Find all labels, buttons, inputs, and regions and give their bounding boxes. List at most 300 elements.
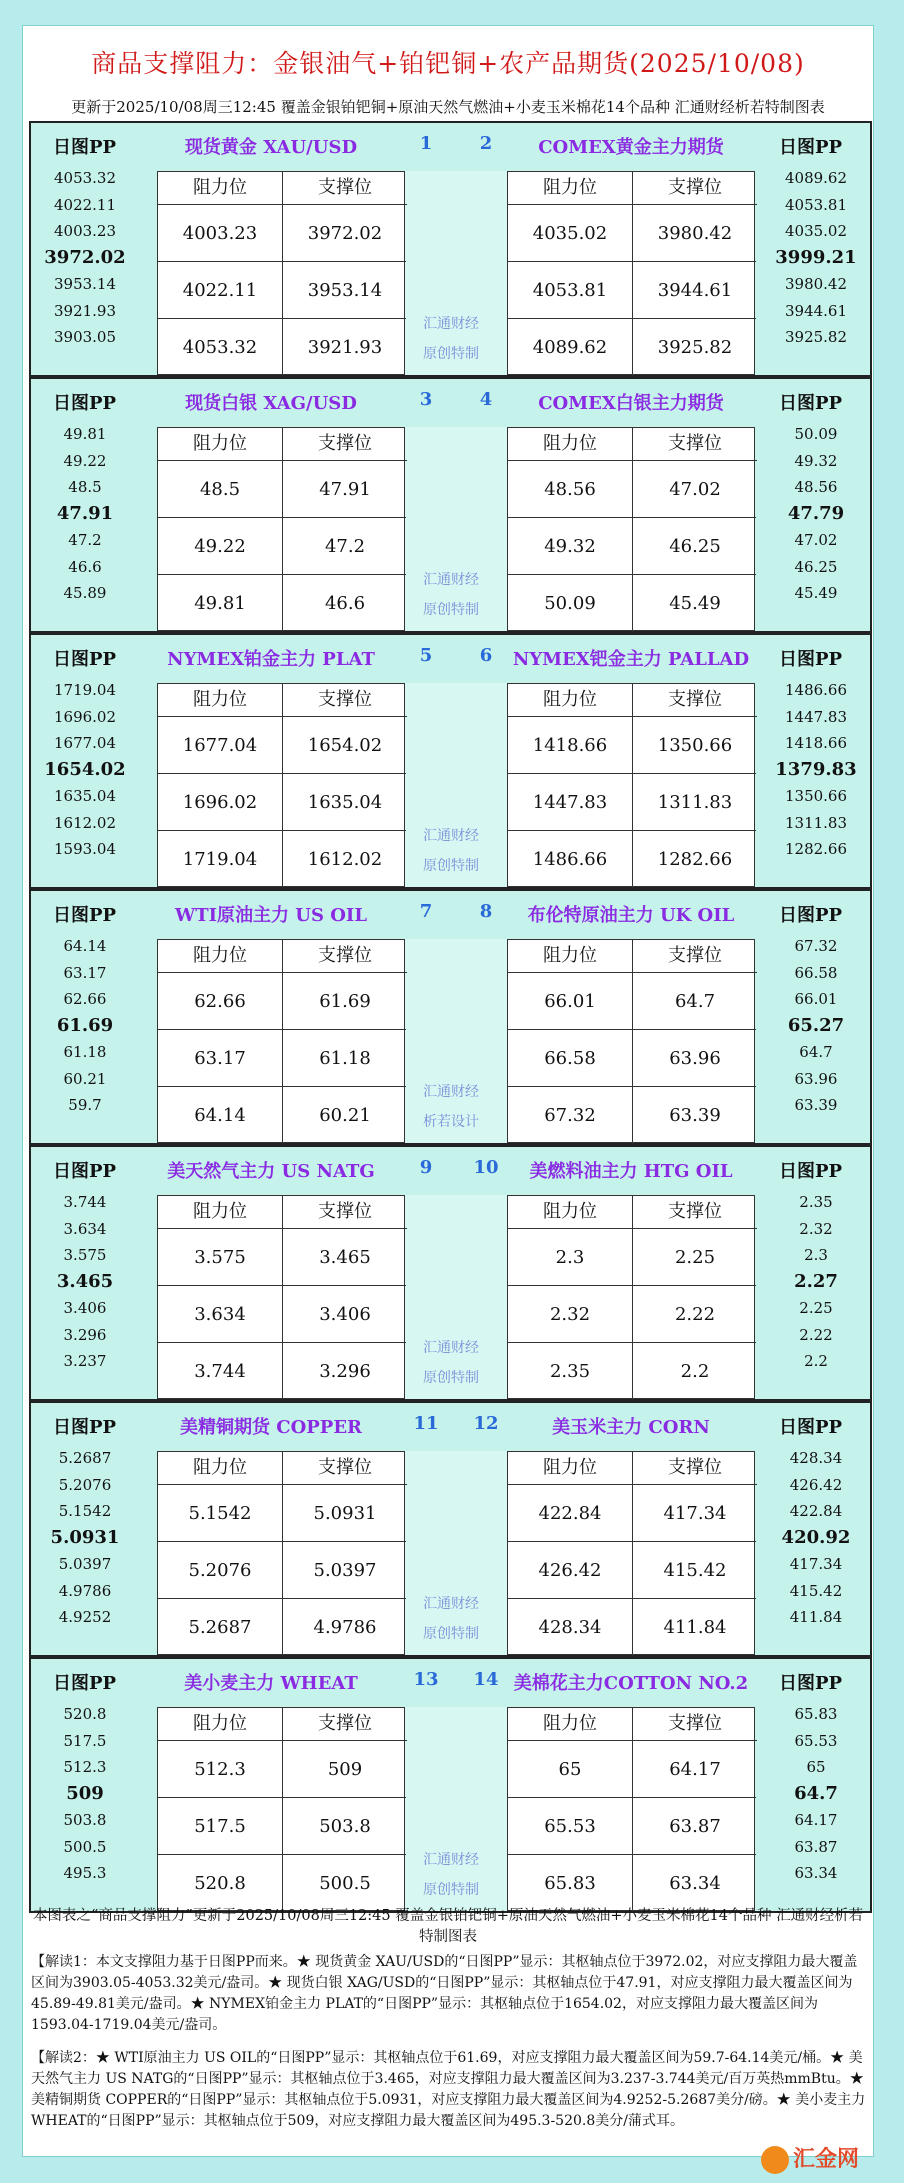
watermark <box>406 1589 496 1649</box>
left-pp-value: 3.406 <box>63 1299 107 1317</box>
right-resistance-value: 66.01 <box>544 991 596 1012</box>
left-commodity-name: 现货白银 XAG/USD <box>185 393 357 414</box>
left-pp-value: 4.9786 <box>58 1581 112 1600</box>
commodity-panel <box>29 633 872 889</box>
left-pp-value: 512.3 <box>63 1758 107 1776</box>
right-resistance-value: 67.32 <box>544 1105 596 1126</box>
right-levels-table <box>507 427 755 631</box>
right-resistance-value: 2.3 <box>555 1247 585 1268</box>
left-pp-value: 5.2076 <box>58 1475 112 1494</box>
note-2: 【解读2：★ WTI原油主力 US OIL的“日图PP”显示：其枢轴点位于61.69，对应支撑阻力最大覆盖区间为59.7-64.14美元/桶。★ 美天然气主力 US NATG的“日图PP”显示：其枢轴点位于3.465，对应支撑阻力最大覆盖区间为3.237-3.744美元/百万英热mmBtu。★ 美精铜期货 COPPER的“日图PP”显示：其枢轴点位于5.0931，对应支撑阻力最大覆盖区间为4.9252-5.2687美分/磅。★ 美小麦主力 WHEAT的“日图PP”显示：其枢轴点位于509，对应支撑阻力最大覆盖区间为495.3-520.8美分/蒲式耳。 <box>31 2050 866 2129</box>
right-commodity-name: 美棉花主力COTTON NO.2 <box>513 1673 749 1694</box>
left-pivot-value: 3.465 <box>56 1270 114 1292</box>
left-resistance-value: 3.634 <box>194 1304 246 1325</box>
chart-page <box>22 25 874 2172</box>
left-pp-value: 3.634 <box>63 1219 107 1238</box>
watermark-line: 汇通财经 <box>423 1340 479 1356</box>
left-panel-number: 7 <box>419 901 433 922</box>
left-support-value: 4.9786 <box>282 1599 407 1656</box>
left-pp-value: 1719.04 <box>53 681 117 699</box>
left-resistance-value: 512.3 <box>194 1759 246 1780</box>
right-support-value: 3925.82 <box>632 319 757 376</box>
left-support-value: 1612.02 <box>282 831 407 888</box>
right-pp-value: 2.35 <box>799 1193 833 1211</box>
right-resistance-value: 426.42 <box>538 1560 602 1581</box>
left-resistance-header: 阻力位 <box>158 172 282 205</box>
right-pp-value: 1311.83 <box>784 813 848 832</box>
right-pp-value: 3925.82 <box>784 328 848 346</box>
left-support-header: 支撑位 <box>282 428 407 461</box>
left-pp-value: 62.66 <box>63 990 107 1008</box>
right-support-header: 支撑位 <box>632 1708 757 1741</box>
right-support-value: 47.02 <box>632 461 757 518</box>
left-pp-column <box>35 933 135 1119</box>
table-row <box>508 318 756 376</box>
watermark-line: 汇通财经 <box>423 572 479 588</box>
table-row <box>158 773 406 831</box>
right-panel-number: 4 <box>479 389 493 410</box>
right-support-header: 支撑位 <box>632 1452 757 1485</box>
left-pp-column <box>35 165 135 351</box>
right-support-header: 支撑位 <box>632 428 757 461</box>
right-support-value: 2.2 <box>632 1343 757 1400</box>
right-commodity-name: 布伦特原油主力 UK OIL <box>527 905 735 926</box>
left-support-value: 3.406 <box>282 1286 407 1343</box>
commodity-panel <box>29 1145 872 1401</box>
table-row <box>158 716 406 774</box>
right-pp-value: 1282.66 <box>784 840 848 858</box>
watermark <box>406 1077 496 1137</box>
left-pp-column <box>35 1189 135 1375</box>
right-resistance-value: 65.83 <box>544 1873 596 1894</box>
left-resistance-value: 5.2687 <box>188 1617 252 1638</box>
right-commodity-name: COMEX黄金主力期货 <box>538 137 724 158</box>
watermark-line: 汇通财经 <box>423 828 479 844</box>
right-pp-value: 2.3 <box>804 1246 828 1264</box>
right-daily-pp-label: 日图PP <box>779 1161 843 1182</box>
table-row <box>508 517 756 575</box>
table-row <box>508 1484 756 1542</box>
right-support-value: 63.34 <box>632 1855 757 1912</box>
left-pp-column <box>35 1445 135 1631</box>
right-pp-value: 1350.66 <box>784 787 848 805</box>
left-support-value: 5.0931 <box>282 1485 407 1542</box>
left-pp-value: 4053.32 <box>53 169 117 187</box>
right-pp-value: 415.42 <box>789 1581 843 1600</box>
left-resistance-value: 5.1542 <box>188 1503 252 1524</box>
left-daily-pp-label: 日图PP <box>53 137 117 158</box>
right-resistance-value: 2.35 <box>549 1361 591 1382</box>
left-resistance-value: 3.575 <box>194 1247 246 1268</box>
right-daily-pp-label: 日图PP <box>779 1673 843 1694</box>
table-row <box>508 204 756 262</box>
left-support-header: 支撑位 <box>282 684 407 717</box>
right-pp-value: 65.53 <box>794 1731 838 1750</box>
left-pp-value: 5.0397 <box>58 1555 112 1573</box>
right-daily-pp-label: 日图PP <box>779 905 843 926</box>
left-commodity-name: 美小麦主力 WHEAT <box>184 1673 358 1694</box>
left-pp-value: 60.21 <box>63 1069 107 1088</box>
right-pp-column <box>766 165 866 351</box>
left-support-value: 1635.04 <box>282 774 407 831</box>
left-commodity-name: NYMEX铂金主力 PLAT <box>167 649 375 670</box>
commodity-panel <box>29 121 872 377</box>
left-support-value: 3.296 <box>282 1343 407 1400</box>
right-pp-value: 428.34 <box>789 1449 843 1467</box>
right-pivot-value: 65.27 <box>787 1014 845 1036</box>
right-resistance-value: 1486.66 <box>532 849 608 870</box>
left-pp-column <box>35 1701 135 1887</box>
left-panel-number: 11 <box>413 1413 439 1434</box>
table-row <box>508 830 756 888</box>
left-support-value: 47.91 <box>282 461 407 518</box>
left-resistance-value: 4003.23 <box>182 223 258 244</box>
table-row <box>508 261 756 319</box>
right-pp-value: 64.17 <box>794 1811 838 1829</box>
left-resistance-value: 4053.32 <box>182 337 258 358</box>
table-row <box>158 1598 406 1656</box>
right-pp-value: 63.96 <box>794 1069 838 1088</box>
right-daily-pp-label: 日图PP <box>779 393 843 414</box>
right-panel-number: 12 <box>473 1413 499 1434</box>
left-resistance-header: 阻力位 <box>158 1708 282 1741</box>
left-pp-value: 495.3 <box>63 1864 107 1882</box>
left-daily-pp-label: 日图PP <box>53 905 117 926</box>
table-row <box>508 1029 756 1087</box>
right-support-value: 1311.83 <box>632 774 757 831</box>
right-support-value: 1350.66 <box>632 717 757 774</box>
table-row <box>158 1484 406 1542</box>
left-pp-column <box>35 677 135 863</box>
left-daily-pp-label: 日图PP <box>53 393 117 414</box>
page-subtitle: 更新于2025/10/08周三12:45 覆盖金银铂钯铜+原油天然气燃油+小麦玉米棉花14个品种 汇通财经析若特制图表 <box>71 98 825 116</box>
left-commodity-name: WTI原油主力 US OIL <box>174 905 367 926</box>
right-support-header: 支撑位 <box>632 172 757 205</box>
left-panel-number: 5 <box>419 645 433 666</box>
left-resistance-header: 阻力位 <box>158 1196 282 1229</box>
right-support-value: 64.7 <box>632 973 757 1030</box>
left-pp-value: 1593.04 <box>53 840 117 858</box>
table-row <box>508 1086 756 1144</box>
right-commodity-name: 美玉米主力 CORN <box>552 1417 710 1438</box>
left-daily-pp-label: 日图PP <box>53 1161 117 1182</box>
right-levels-table <box>507 1195 755 1399</box>
left-resistance-value: 1677.04 <box>182 735 258 756</box>
table-row <box>508 1854 756 1912</box>
right-support-value: 415.42 <box>632 1542 757 1599</box>
right-support-value: 64.17 <box>632 1741 757 1798</box>
right-pp-column <box>766 421 866 607</box>
left-resistance-value: 49.22 <box>194 536 246 557</box>
right-pp-column <box>766 1445 866 1631</box>
left-daily-pp-label: 日图PP <box>53 1417 117 1438</box>
left-pp-value: 4.9252 <box>58 1608 112 1626</box>
left-support-value: 509 <box>282 1741 407 1798</box>
left-support-value: 3972.02 <box>282 205 407 262</box>
right-support-value: 3944.61 <box>632 262 757 319</box>
left-support-header: 支撑位 <box>282 1452 407 1485</box>
right-resistance-value: 4053.81 <box>532 280 608 301</box>
table-row <box>158 261 406 319</box>
table-row <box>158 1086 406 1144</box>
right-support-value: 2.25 <box>632 1229 757 1286</box>
right-resistance-header: 阻力位 <box>508 1708 632 1741</box>
right-panel-number: 6 <box>479 645 493 666</box>
right-commodity-name: 美燃料油主力 HTG OIL <box>529 1161 733 1182</box>
watermark-line: 汇通财经 <box>423 1596 479 1612</box>
left-pp-value: 3.744 <box>63 1193 107 1211</box>
left-resistance-value: 517.5 <box>194 1816 246 1837</box>
right-resistance-header: 阻力位 <box>508 1452 632 1485</box>
table-row <box>508 716 756 774</box>
left-support-value: 3921.93 <box>282 319 407 376</box>
left-pp-value: 3921.93 <box>53 301 117 320</box>
left-pp-value: 4022.11 <box>53 195 117 214</box>
right-levels-table <box>507 683 755 887</box>
commodity-panel <box>29 1657 872 1913</box>
right-resistance-header: 阻力位 <box>508 1196 632 1229</box>
left-resistance-header: 阻力位 <box>158 428 282 461</box>
left-pp-value: 1635.04 <box>53 787 117 805</box>
left-support-value: 61.69 <box>282 973 407 1030</box>
table-row <box>158 318 406 376</box>
right-levels-table <box>507 1451 755 1655</box>
commodity-panel <box>29 1401 872 1657</box>
left-panel-number: 13 <box>413 1669 439 1690</box>
right-resistance-value: 422.84 <box>538 1503 602 1524</box>
left-panel-number: 1 <box>419 133 433 154</box>
left-resistance-value: 48.5 <box>199 479 241 500</box>
right-pivot-value: 1379.83 <box>775 758 857 780</box>
table-row <box>508 1342 756 1400</box>
right-resistance-header: 阻力位 <box>508 684 632 717</box>
right-pivot-value: 3999.21 <box>775 246 857 268</box>
left-levels-table <box>157 683 405 887</box>
left-levels-table <box>157 171 405 375</box>
left-pp-column <box>35 421 135 607</box>
left-resistance-value: 3.744 <box>194 1361 246 1382</box>
right-levels-table <box>507 171 755 375</box>
left-commodity-name: 美精铜期货 COPPER <box>179 1417 363 1438</box>
left-pp-value: 500.5 <box>63 1837 107 1856</box>
left-pivot-value: 47.91 <box>56 502 114 524</box>
watermark-line: 汇通财经 <box>423 1084 479 1100</box>
left-resistance-value: 64.14 <box>194 1105 246 1126</box>
left-commodity-name: 美天然气主力 US NATG <box>167 1161 375 1182</box>
right-pp-value: 1418.66 <box>784 734 848 752</box>
left-pp-value: 3953.14 <box>53 275 117 293</box>
right-commodity-name: COMEX白银主力期货 <box>538 393 724 414</box>
right-pp-value: 1486.66 <box>784 681 848 699</box>
table-row <box>158 1228 406 1286</box>
right-pivot-value: 420.92 <box>781 1526 851 1548</box>
right-pp-value: 4035.02 <box>784 222 848 240</box>
left-pp-value: 47.2 <box>68 531 102 549</box>
right-pp-value: 2.2 <box>804 1352 828 1370</box>
right-support-value: 1282.66 <box>632 831 757 888</box>
right-pp-column <box>766 933 866 1119</box>
left-pp-value: 3903.05 <box>53 328 117 346</box>
right-resistance-value: 50.09 <box>544 593 596 614</box>
right-pp-value: 64.7 <box>799 1043 833 1061</box>
watermark-line: 原创特制 <box>423 858 479 874</box>
left-resistance-header: 阻力位 <box>158 684 282 717</box>
left-pp-value: 520.8 <box>63 1705 107 1723</box>
note-1: 【解读1：本文支撑阻力基于日图PP而来。★ 现货黄金 XAU/USD的“日图PP”显示：其枢轴点位于3972.02，对应支撑阻力最大覆盖区间为3903.05-4053.32美元/盎司。★ 现货白银 XAG/USD的“日图PP”显示：其枢轴点位于47.91，对应支撑阻力最大覆盖区间为45.89-49.81美元/盎司。★ NYMEX铂金主力 PLAT的“日图PP”显示：其枢轴点位于1654.02，对应支撑阻力最大覆盖区间为1593.04-1719.04美元/盎司。 <box>31 1954 858 2033</box>
left-pp-value: 3.237 <box>63 1352 107 1370</box>
right-support-value: 2.22 <box>632 1286 757 1343</box>
right-support-value: 63.96 <box>632 1030 757 1087</box>
watermark <box>406 1333 496 1393</box>
watermark-line: 汇通财经 <box>423 1852 479 1868</box>
left-pp-value: 1677.04 <box>53 734 117 752</box>
left-resistance-value: 4022.11 <box>182 280 258 301</box>
left-support-value: 500.5 <box>282 1855 407 1912</box>
left-panel-number: 9 <box>419 1157 433 1178</box>
watermark <box>406 1845 496 1905</box>
right-pp-value: 66.01 <box>794 990 838 1008</box>
right-resistance-value: 48.56 <box>544 479 596 500</box>
left-levels-table <box>157 1707 405 1911</box>
right-pp-value: 417.34 <box>789 1555 843 1573</box>
left-pp-value: 49.81 <box>63 425 107 443</box>
right-panel-number: 8 <box>479 901 493 922</box>
right-pp-value: 426.42 <box>789 1475 843 1494</box>
left-daily-pp-label: 日图PP <box>53 1673 117 1694</box>
table-row <box>158 972 406 1030</box>
table-row <box>158 1285 406 1343</box>
right-pivot-value: 2.27 <box>794 1270 838 1292</box>
right-resistance-header: 阻力位 <box>508 428 632 461</box>
left-pp-value: 4003.23 <box>53 222 117 240</box>
right-pp-column <box>766 1189 866 1375</box>
right-resistance-value: 4035.02 <box>532 223 608 244</box>
table-row <box>508 972 756 1030</box>
right-pp-value: 46.25 <box>794 557 838 576</box>
left-pivot-value: 61.69 <box>56 1014 114 1036</box>
right-support-header: 支撑位 <box>632 1196 757 1229</box>
table-row <box>158 1740 406 1798</box>
table-row <box>158 1854 406 1912</box>
left-support-value: 60.21 <box>282 1087 407 1144</box>
right-pp-value: 65 <box>806 1758 826 1776</box>
right-pp-value: 47.02 <box>794 531 838 549</box>
left-pp-value: 503.8 <box>63 1811 107 1829</box>
table-row <box>508 1285 756 1343</box>
watermark-line: 析若设计 <box>423 1114 479 1130</box>
right-resistance-value: 1447.83 <box>532 792 608 813</box>
right-pp-column <box>766 1701 866 1887</box>
left-resistance-value: 49.81 <box>194 593 246 614</box>
right-pp-value: 2.22 <box>799 1325 833 1344</box>
logo-text: 汇金网 <box>792 2147 859 2172</box>
left-resistance-value: 62.66 <box>194 991 246 1012</box>
table-row <box>508 1228 756 1286</box>
left-levels-table <box>157 427 405 631</box>
right-panel-number: 14 <box>473 1669 499 1690</box>
right-pp-value: 4089.62 <box>784 169 848 187</box>
right-support-value: 63.39 <box>632 1087 757 1144</box>
left-pp-value: 63.17 <box>63 963 107 982</box>
table-row <box>158 1541 406 1599</box>
left-support-value: 3953.14 <box>282 262 407 319</box>
left-pp-value: 1612.02 <box>53 813 117 832</box>
watermark-line: 汇通财经 <box>423 316 479 332</box>
right-support-value: 3980.42 <box>632 205 757 262</box>
right-pp-value: 1447.83 <box>784 707 848 726</box>
right-resistance-value: 65 <box>558 1759 582 1780</box>
right-resistance-value: 4089.62 <box>532 337 608 358</box>
commodity-panel <box>29 377 872 633</box>
right-pivot-value: 64.7 <box>794 1782 838 1804</box>
right-support-value: 411.84 <box>632 1599 757 1656</box>
left-pivot-value: 3972.02 <box>44 246 126 268</box>
left-resistance-header: 阻力位 <box>158 1452 282 1485</box>
right-pp-value: 63.39 <box>794 1096 838 1114</box>
left-levels-table <box>157 1195 405 1399</box>
left-support-value: 46.6 <box>282 575 407 632</box>
right-support-value: 45.49 <box>632 575 757 632</box>
right-pp-value: 48.56 <box>794 478 838 496</box>
left-pp-value: 49.22 <box>63 451 107 470</box>
table-row <box>508 460 756 518</box>
table-row <box>508 1598 756 1656</box>
right-support-value: 417.34 <box>632 1485 757 1542</box>
table-row <box>508 574 756 632</box>
left-support-value: 5.0397 <box>282 1542 407 1599</box>
right-pp-value: 67.32 <box>794 937 838 955</box>
left-pp-value: 5.1542 <box>58 1502 112 1520</box>
right-pp-value: 4053.81 <box>784 195 848 214</box>
logo-icon <box>761 2146 789 2174</box>
right-pp-value: 422.84 <box>789 1502 843 1520</box>
left-pivot-value: 1654.02 <box>44 758 126 780</box>
left-resistance-header: 阻力位 <box>158 940 282 973</box>
left-levels-table <box>157 939 405 1143</box>
right-pp-value: 3944.61 <box>784 301 848 320</box>
table-row <box>158 1342 406 1400</box>
right-resistance-header: 阻力位 <box>508 172 632 205</box>
watermark-line: 原创特制 <box>423 346 479 362</box>
left-support-header: 支撑位 <box>282 940 407 973</box>
left-resistance-value: 1696.02 <box>182 792 258 813</box>
left-support-value: 503.8 <box>282 1798 407 1855</box>
right-pp-column <box>766 677 866 863</box>
right-daily-pp-label: 日图PP <box>779 137 843 158</box>
commodity-panel <box>29 889 872 1145</box>
table-row <box>508 1541 756 1599</box>
left-pp-value: 3.296 <box>63 1325 107 1344</box>
page-title: 商品支撑阻力：金银油气+铂钯铜+农产品期货(2025/10/08) <box>91 49 805 78</box>
right-support-value: 46.25 <box>632 518 757 575</box>
watermark <box>406 821 496 881</box>
left-pp-value: 1696.02 <box>53 707 117 726</box>
right-resistance-value: 49.32 <box>544 536 596 557</box>
watermark-line: 原创特制 <box>423 1370 479 1386</box>
left-resistance-value: 5.2076 <box>188 1560 252 1581</box>
right-resistance-value: 428.34 <box>538 1617 602 1638</box>
left-resistance-value: 520.8 <box>194 1873 246 1894</box>
watermark <box>406 309 496 369</box>
left-support-value: 1654.02 <box>282 717 407 774</box>
right-resistance-value: 1418.66 <box>532 735 608 756</box>
left-support-value: 47.2 <box>282 518 407 575</box>
right-support-value: 63.87 <box>632 1798 757 1855</box>
left-pp-value: 48.5 <box>68 478 102 496</box>
left-pp-value: 3.575 <box>63 1246 107 1264</box>
left-pivot-value: 509 <box>66 1782 104 1804</box>
table-row <box>158 1029 406 1087</box>
